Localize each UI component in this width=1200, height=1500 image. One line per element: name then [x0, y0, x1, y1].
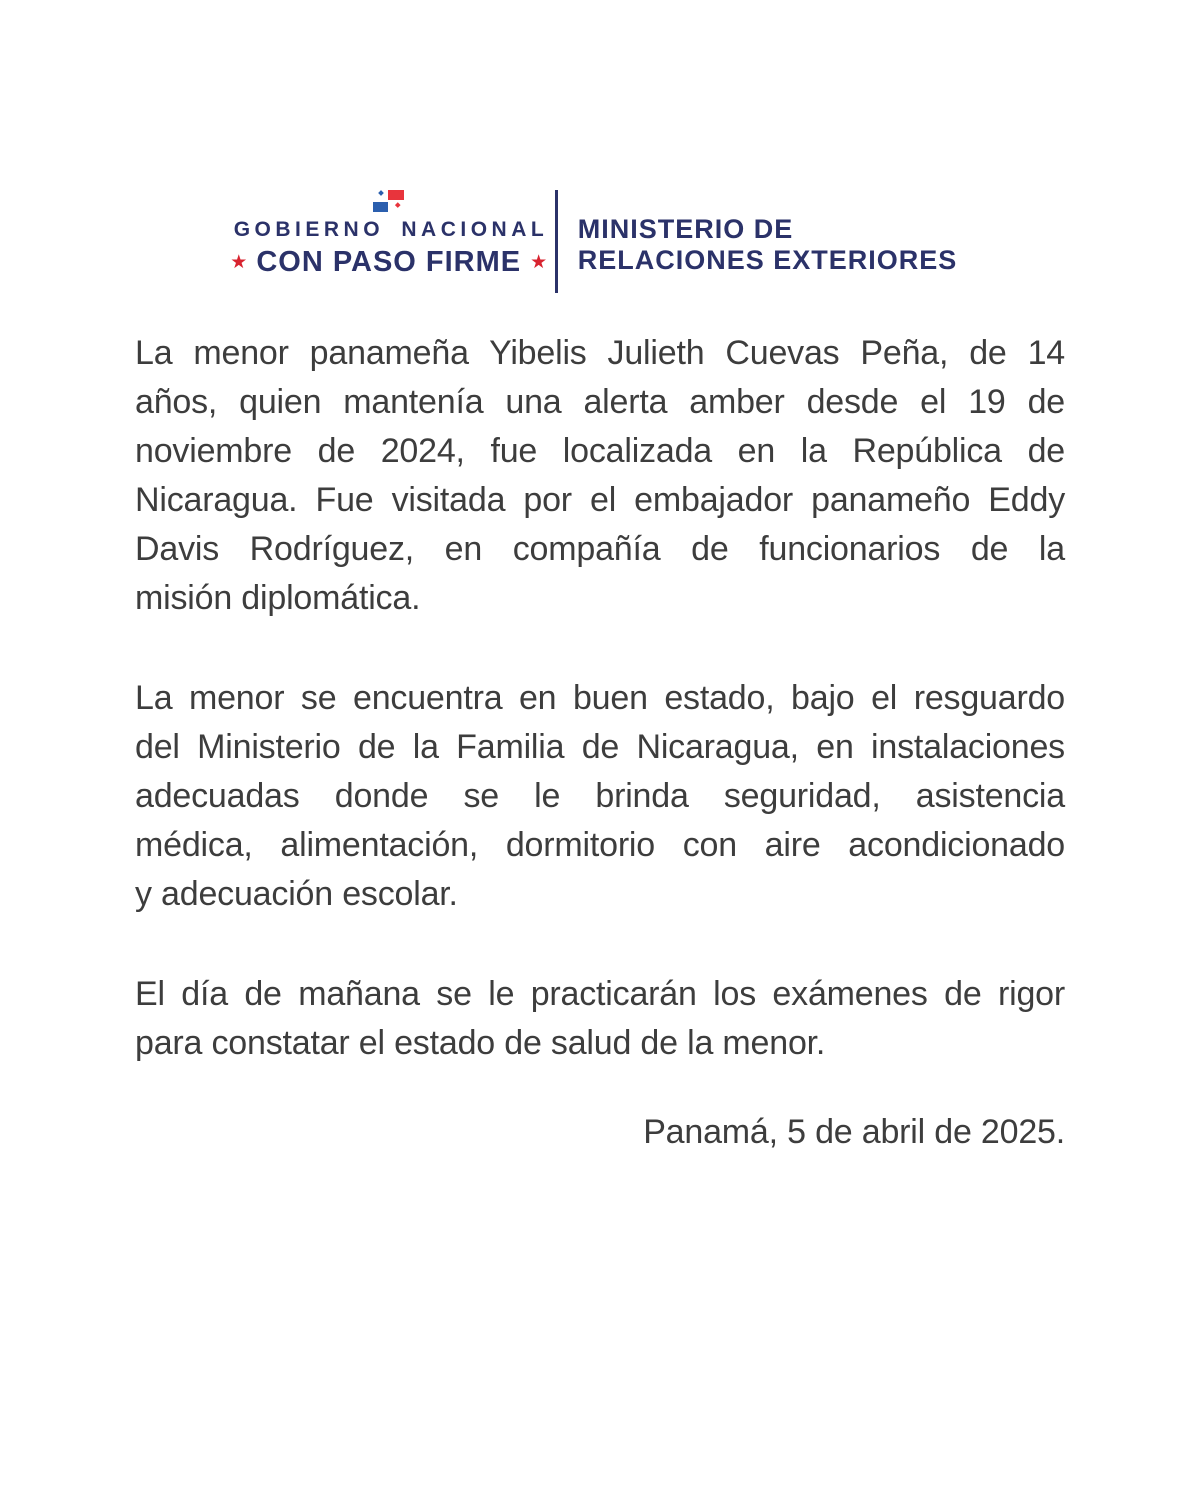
- document-body: [135, 329, 1065, 1157]
- ministry-name-line1: MINISTERIO DE: [577, 214, 794, 244]
- paragraph-2: [135, 674, 1065, 919]
- paragraph-3: [135, 970, 1065, 1068]
- dateline: Panamá, 5 de abril de 2025.: [643, 1113, 1065, 1151]
- paragraph-line: adecuadas donde se le brinda seguridad, asistencia: [135, 777, 1065, 815]
- paragraph-line: misión diplomática.: [135, 579, 421, 617]
- paragraph-1: [135, 329, 1065, 623]
- ministry-header: [0, 190, 1200, 293]
- paragraph-line: Nicaragua. Fue visitada por el embajador panameño Eddy: [135, 481, 1065, 519]
- star-icon-left: ★: [230, 250, 248, 273]
- paragraph-line: La menor se encuentra en buen estado, bajo el resguardo: [135, 679, 1065, 717]
- con-paso-firme-row: [230, 246, 547, 278]
- gobierno-nacional-label: GOBIERNO NACIONAL: [233, 218, 549, 241]
- paragraph-line: médica, alimentación, dormitorio con aire acondicionado: [135, 826, 1065, 864]
- flag-blue-quadrant: [373, 202, 388, 212]
- header-divider: [555, 190, 558, 293]
- gov-brand: [230, 190, 549, 278]
- con-paso-firme-label: CON PASO FIRME: [256, 246, 522, 278]
- paragraph-line: para constatar el estado de salud de la menor.: [135, 1024, 826, 1062]
- star-icon-right: ★: [530, 250, 548, 273]
- flag-red-quadrant: [388, 190, 404, 200]
- flag-blue-star-icon: [378, 190, 384, 196]
- paragraph-line: y adecuación escolar.: [135, 875, 458, 913]
- paragraph-line: noviembre de 2024, fue localizada en la República de: [135, 432, 1065, 470]
- paragraph-line: Davis Rodríguez, en compañía de funcionarios de la: [135, 530, 1065, 568]
- ministry-name: [578, 214, 958, 276]
- panama-flag-icon: [373, 190, 404, 212]
- paragraph-line: años, quien mantenía una alerta amber desde el 19 de: [135, 383, 1065, 421]
- ministry-name-line2: RELACIONES EXTERIORES: [577, 245, 958, 275]
- paragraph-line: El día de mañana se le practicarán los exámenes de rigor: [135, 975, 1065, 1013]
- paragraph-line: La menor panameña Yibelis Julieth Cuevas Peña, de 14: [135, 334, 1065, 372]
- paragraph-line: del Ministerio de la Familia de Nicaragua, en instalaciones: [135, 728, 1065, 766]
- flag-red-star-icon: [395, 202, 400, 207]
